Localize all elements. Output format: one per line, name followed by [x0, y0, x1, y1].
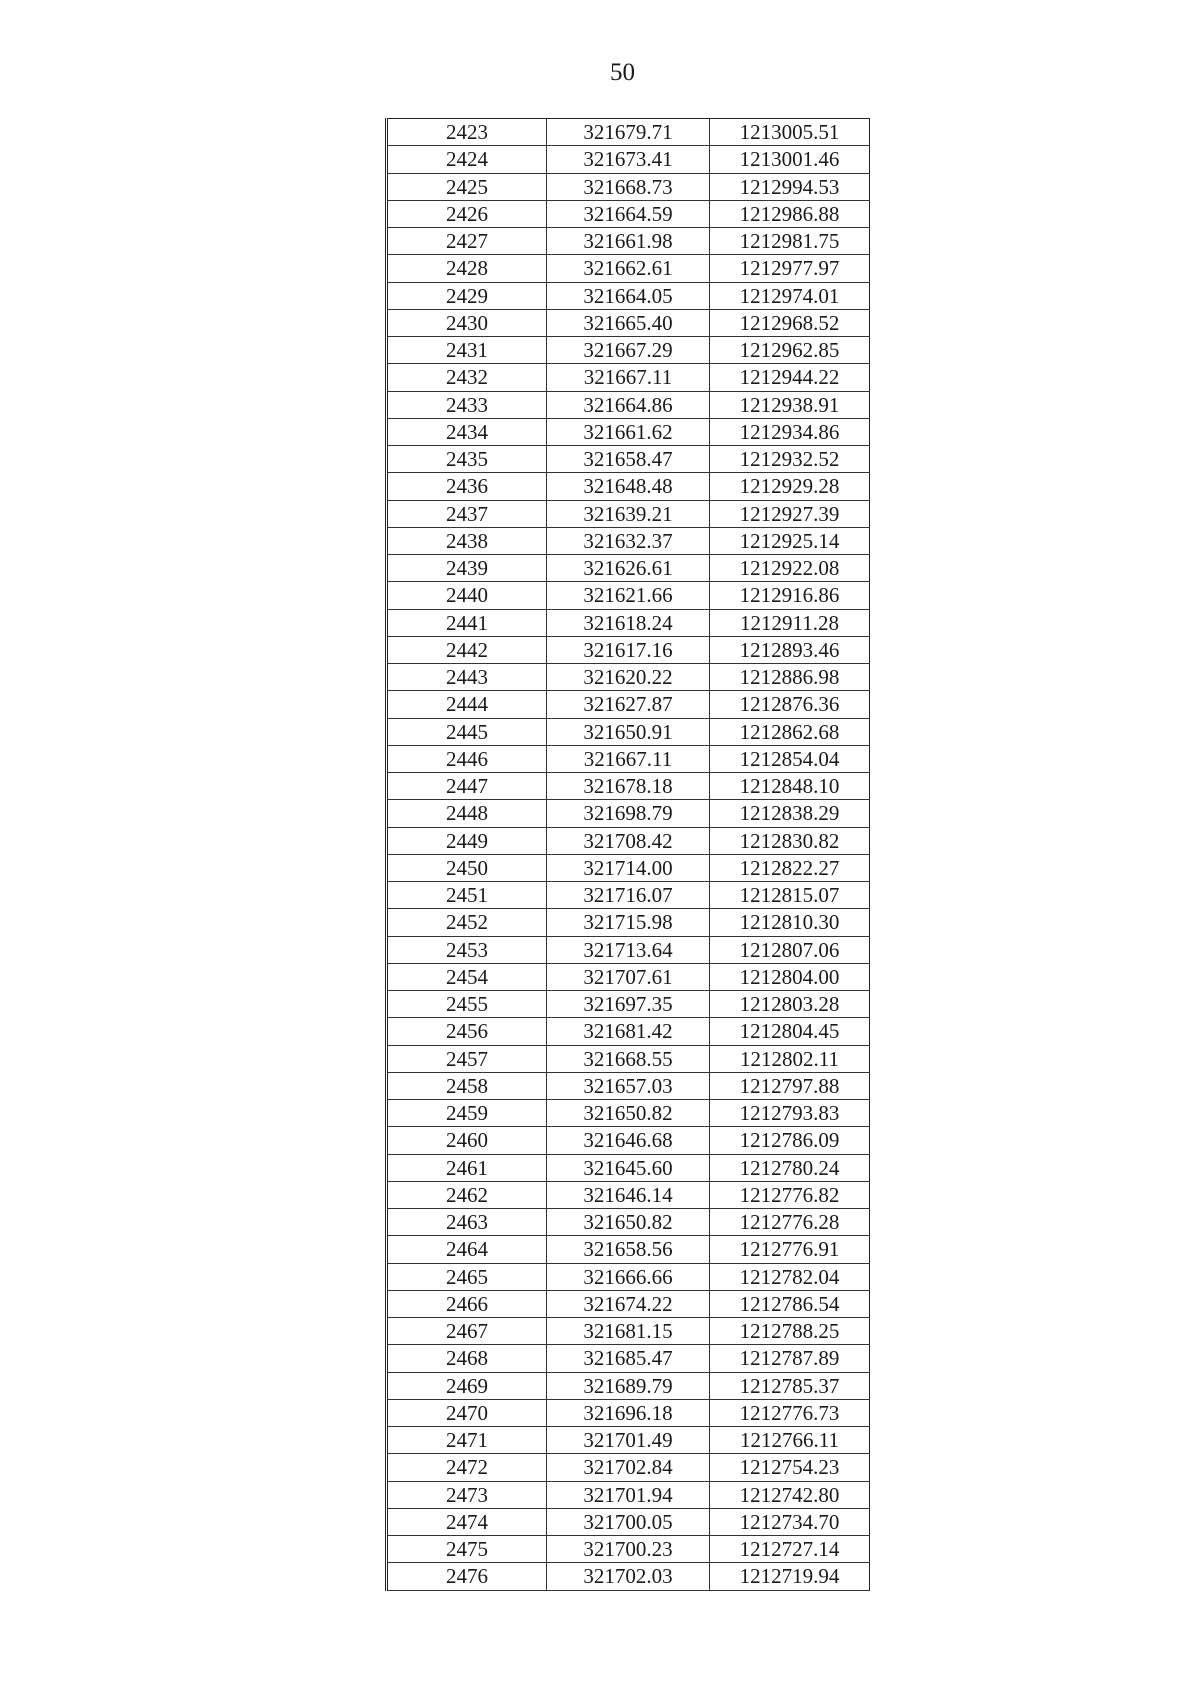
table-row — [387, 119, 870, 146]
table-row — [387, 1508, 870, 1535]
table-row — [387, 1263, 870, 1290]
x-coordinate-cell: 321618.24 — [547, 609, 710, 636]
y-coordinate-cell: 1212766.11 — [710, 1427, 870, 1454]
point-number-cell: 2460 — [387, 1127, 547, 1154]
x-coordinate-cell: 321658.56 — [547, 1236, 710, 1263]
table-row — [387, 364, 870, 391]
y-coordinate-cell: 1212922.08 — [710, 555, 870, 582]
y-coordinate-cell: 1212810.30 — [710, 909, 870, 936]
table-row — [387, 991, 870, 1018]
coordinates-table-body — [387, 119, 870, 1591]
table-row — [387, 173, 870, 200]
x-coordinate-cell: 321674.22 — [547, 1290, 710, 1317]
y-coordinate-cell: 1212862.68 — [710, 718, 870, 745]
x-coordinate-cell: 321667.29 — [547, 337, 710, 364]
point-number-cell: 2452 — [387, 909, 547, 936]
y-coordinate-cell: 1212932.52 — [710, 446, 870, 473]
table-row — [387, 582, 870, 609]
y-coordinate-cell: 1213005.51 — [710, 119, 870, 146]
y-coordinate-cell: 1212974.01 — [710, 282, 870, 309]
y-coordinate-cell: 1212786.09 — [710, 1127, 870, 1154]
point-number-cell: 2446 — [387, 745, 547, 772]
point-number-cell: 2424 — [387, 146, 547, 173]
table-row — [387, 309, 870, 336]
table-row — [387, 391, 870, 418]
x-coordinate-cell: 321678.18 — [547, 773, 710, 800]
y-coordinate-cell: 1212802.11 — [710, 1045, 870, 1072]
x-coordinate-cell: 321708.42 — [547, 827, 710, 854]
point-number-cell: 2476 — [387, 1563, 547, 1590]
table-row — [387, 773, 870, 800]
point-number-cell: 2450 — [387, 854, 547, 881]
point-number-cell: 2469 — [387, 1372, 547, 1399]
point-number-cell: 2437 — [387, 500, 547, 527]
page-number: 50 — [610, 59, 635, 86]
point-number-cell: 2470 — [387, 1399, 547, 1426]
table-row — [387, 1536, 870, 1563]
x-coordinate-cell: 321650.82 — [547, 1209, 710, 1236]
table-row — [387, 854, 870, 881]
table-row — [387, 882, 870, 909]
point-number-cell: 2463 — [387, 1209, 547, 1236]
x-coordinate-cell: 321661.98 — [547, 228, 710, 255]
point-number-cell: 2459 — [387, 1100, 547, 1127]
x-coordinate-cell: 321685.47 — [547, 1345, 710, 1372]
x-coordinate-cell: 321698.79 — [547, 800, 710, 827]
coordinates-table — [385, 118, 870, 1591]
table-row — [387, 1100, 870, 1127]
point-number-cell: 2426 — [387, 200, 547, 227]
table-row — [387, 1345, 870, 1372]
point-number-cell: 2457 — [387, 1045, 547, 1072]
y-coordinate-cell: 1212994.53 — [710, 173, 870, 200]
point-number-cell: 2435 — [387, 446, 547, 473]
y-coordinate-cell: 1212754.23 — [710, 1454, 870, 1481]
y-coordinate-cell: 1212886.98 — [710, 664, 870, 691]
table-row — [387, 282, 870, 309]
point-number-cell: 2439 — [387, 555, 547, 582]
table-row — [387, 1018, 870, 1045]
point-number-cell: 2425 — [387, 173, 547, 200]
y-coordinate-cell: 1212776.73 — [710, 1399, 870, 1426]
x-coordinate-cell: 321679.71 — [547, 119, 710, 146]
x-coordinate-cell: 321668.55 — [547, 1045, 710, 1072]
y-coordinate-cell: 1212938.91 — [710, 391, 870, 418]
y-coordinate-cell: 1212925.14 — [710, 527, 870, 554]
point-number-cell: 2427 — [387, 228, 547, 255]
x-coordinate-cell: 321632.37 — [547, 527, 710, 554]
table-row — [387, 1154, 870, 1181]
table-row — [387, 527, 870, 554]
point-number-cell: 2454 — [387, 963, 547, 990]
point-number-cell: 2467 — [387, 1318, 547, 1345]
point-number-cell: 2423 — [387, 119, 547, 146]
table-row — [387, 446, 870, 473]
table-row — [387, 691, 870, 718]
y-coordinate-cell: 1212788.25 — [710, 1318, 870, 1345]
table-row — [387, 827, 870, 854]
x-coordinate-cell: 321673.41 — [547, 146, 710, 173]
y-coordinate-cell: 1212927.39 — [710, 500, 870, 527]
x-coordinate-cell: 321689.79 — [547, 1372, 710, 1399]
x-coordinate-cell: 321664.86 — [547, 391, 710, 418]
y-coordinate-cell: 1212986.88 — [710, 200, 870, 227]
point-number-cell: 2430 — [387, 309, 547, 336]
y-coordinate-cell: 1212776.82 — [710, 1181, 870, 1208]
x-coordinate-cell: 321621.66 — [547, 582, 710, 609]
y-coordinate-cell: 1212727.14 — [710, 1536, 870, 1563]
table-row — [387, 936, 870, 963]
x-coordinate-cell: 321701.49 — [547, 1427, 710, 1454]
x-coordinate-cell: 321645.60 — [547, 1154, 710, 1181]
x-coordinate-cell: 321666.66 — [547, 1263, 710, 1290]
point-number-cell: 2473 — [387, 1481, 547, 1508]
table-row — [387, 473, 870, 500]
y-coordinate-cell: 1212734.70 — [710, 1508, 870, 1535]
y-coordinate-cell: 1212780.24 — [710, 1154, 870, 1181]
x-coordinate-cell: 321702.03 — [547, 1563, 710, 1590]
y-coordinate-cell: 1212981.75 — [710, 228, 870, 255]
table-row — [387, 1290, 870, 1317]
point-number-cell: 2445 — [387, 718, 547, 745]
x-coordinate-cell: 321661.62 — [547, 418, 710, 445]
x-coordinate-cell: 321665.40 — [547, 309, 710, 336]
point-number-cell: 2440 — [387, 582, 547, 609]
table-row — [387, 963, 870, 990]
x-coordinate-cell: 321700.05 — [547, 1508, 710, 1535]
point-number-cell: 2465 — [387, 1263, 547, 1290]
y-coordinate-cell: 1212822.27 — [710, 854, 870, 881]
table-row — [387, 800, 870, 827]
table-row — [387, 1427, 870, 1454]
x-coordinate-cell: 321701.94 — [547, 1481, 710, 1508]
table-row — [387, 1209, 870, 1236]
table-row — [387, 1236, 870, 1263]
x-coordinate-cell: 321646.14 — [547, 1181, 710, 1208]
y-coordinate-cell: 1212838.29 — [710, 800, 870, 827]
table-row — [387, 337, 870, 364]
x-coordinate-cell: 321646.68 — [547, 1127, 710, 1154]
point-number-cell: 2442 — [387, 636, 547, 663]
table-row — [387, 718, 870, 745]
table-row — [387, 1127, 870, 1154]
x-coordinate-cell: 321650.82 — [547, 1100, 710, 1127]
point-number-cell: 2441 — [387, 609, 547, 636]
point-number-cell: 2448 — [387, 800, 547, 827]
table-row — [387, 664, 870, 691]
y-coordinate-cell: 1212782.04 — [710, 1263, 870, 1290]
table-row — [387, 609, 870, 636]
point-number-cell: 2468 — [387, 1345, 547, 1372]
y-coordinate-cell: 1212803.28 — [710, 991, 870, 1018]
y-coordinate-cell: 1213001.46 — [710, 146, 870, 173]
y-coordinate-cell: 1212804.00 — [710, 963, 870, 990]
point-number-cell: 2462 — [387, 1181, 547, 1208]
point-number-cell: 2453 — [387, 936, 547, 963]
x-coordinate-cell: 321713.64 — [547, 936, 710, 963]
x-coordinate-cell: 321707.61 — [547, 963, 710, 990]
table-row — [387, 1181, 870, 1208]
point-number-cell: 2471 — [387, 1427, 547, 1454]
x-coordinate-cell: 321617.16 — [547, 636, 710, 663]
table-row — [387, 636, 870, 663]
y-coordinate-cell: 1212742.80 — [710, 1481, 870, 1508]
table-row — [387, 1399, 870, 1426]
y-coordinate-cell: 1212786.54 — [710, 1290, 870, 1317]
point-number-cell: 2461 — [387, 1154, 547, 1181]
point-number-cell: 2474 — [387, 1508, 547, 1535]
point-number-cell: 2449 — [387, 827, 547, 854]
point-number-cell: 2436 — [387, 473, 547, 500]
point-number-cell: 2438 — [387, 527, 547, 554]
y-coordinate-cell: 1212893.46 — [710, 636, 870, 663]
table-row — [387, 1481, 870, 1508]
y-coordinate-cell: 1212776.28 — [710, 1209, 870, 1236]
table-row — [387, 418, 870, 445]
y-coordinate-cell: 1212830.82 — [710, 827, 870, 854]
y-coordinate-cell: 1212854.04 — [710, 745, 870, 772]
y-coordinate-cell: 1212876.36 — [710, 691, 870, 718]
x-coordinate-cell: 321668.73 — [547, 173, 710, 200]
x-coordinate-cell: 321662.61 — [547, 255, 710, 282]
x-coordinate-cell: 321715.98 — [547, 909, 710, 936]
table-row — [387, 255, 870, 282]
y-coordinate-cell: 1212962.85 — [710, 337, 870, 364]
x-coordinate-cell: 321648.48 — [547, 473, 710, 500]
x-coordinate-cell: 321716.07 — [547, 882, 710, 909]
point-number-cell: 2458 — [387, 1072, 547, 1099]
x-coordinate-cell: 321650.91 — [547, 718, 710, 745]
x-coordinate-cell: 321620.22 — [547, 664, 710, 691]
point-number-cell: 2428 — [387, 255, 547, 282]
x-coordinate-cell: 321657.03 — [547, 1072, 710, 1099]
table-row — [387, 1372, 870, 1399]
table-row — [387, 1045, 870, 1072]
x-coordinate-cell: 321696.18 — [547, 1399, 710, 1426]
y-coordinate-cell: 1212804.45 — [710, 1018, 870, 1045]
y-coordinate-cell: 1212797.88 — [710, 1072, 870, 1099]
x-coordinate-cell: 321639.21 — [547, 500, 710, 527]
x-coordinate-cell: 321714.00 — [547, 854, 710, 881]
point-number-cell: 2466 — [387, 1290, 547, 1317]
x-coordinate-cell: 321626.61 — [547, 555, 710, 582]
point-number-cell: 2431 — [387, 337, 547, 364]
y-coordinate-cell: 1212785.37 — [710, 1372, 870, 1399]
x-coordinate-cell: 321700.23 — [547, 1536, 710, 1563]
y-coordinate-cell: 1212848.10 — [710, 773, 870, 800]
table-row — [387, 1318, 870, 1345]
point-number-cell: 2447 — [387, 773, 547, 800]
point-number-cell: 2475 — [387, 1536, 547, 1563]
point-number-cell: 2443 — [387, 664, 547, 691]
point-number-cell: 2432 — [387, 364, 547, 391]
table-row — [387, 745, 870, 772]
table-row — [387, 228, 870, 255]
table-row — [387, 200, 870, 227]
table-row — [387, 1454, 870, 1481]
y-coordinate-cell: 1212968.52 — [710, 309, 870, 336]
y-coordinate-cell: 1212787.89 — [710, 1345, 870, 1372]
x-coordinate-cell: 321664.59 — [547, 200, 710, 227]
table-row — [387, 1072, 870, 1099]
table-row — [387, 500, 870, 527]
x-coordinate-cell: 321664.05 — [547, 282, 710, 309]
y-coordinate-cell: 1212776.91 — [710, 1236, 870, 1263]
y-coordinate-cell: 1212934.86 — [710, 418, 870, 445]
point-number-cell: 2433 — [387, 391, 547, 418]
point-number-cell: 2455 — [387, 991, 547, 1018]
point-number-cell: 2456 — [387, 1018, 547, 1045]
y-coordinate-cell: 1212815.07 — [710, 882, 870, 909]
y-coordinate-cell: 1212944.22 — [710, 364, 870, 391]
point-number-cell: 2472 — [387, 1454, 547, 1481]
table-row — [387, 1563, 870, 1590]
point-number-cell: 2464 — [387, 1236, 547, 1263]
y-coordinate-cell: 1212911.28 — [710, 609, 870, 636]
table-row — [387, 146, 870, 173]
y-coordinate-cell: 1212916.86 — [710, 582, 870, 609]
x-coordinate-cell: 321667.11 — [547, 745, 710, 772]
point-number-cell: 2444 — [387, 691, 547, 718]
table-row — [387, 909, 870, 936]
x-coordinate-cell: 321627.87 — [547, 691, 710, 718]
x-coordinate-cell: 321702.84 — [547, 1454, 710, 1481]
y-coordinate-cell: 1212977.97 — [710, 255, 870, 282]
x-coordinate-cell: 321681.15 — [547, 1318, 710, 1345]
y-coordinate-cell: 1212719.94 — [710, 1563, 870, 1590]
y-coordinate-cell: 1212807.06 — [710, 936, 870, 963]
table-row — [387, 555, 870, 582]
point-number-cell: 2451 — [387, 882, 547, 909]
x-coordinate-cell: 321658.47 — [547, 446, 710, 473]
y-coordinate-cell: 1212929.28 — [710, 473, 870, 500]
x-coordinate-cell: 321697.35 — [547, 991, 710, 1018]
x-coordinate-cell: 321667.11 — [547, 364, 710, 391]
x-coordinate-cell: 321681.42 — [547, 1018, 710, 1045]
point-number-cell: 2434 — [387, 418, 547, 445]
point-number-cell: 2429 — [387, 282, 547, 309]
y-coordinate-cell: 1212793.83 — [710, 1100, 870, 1127]
